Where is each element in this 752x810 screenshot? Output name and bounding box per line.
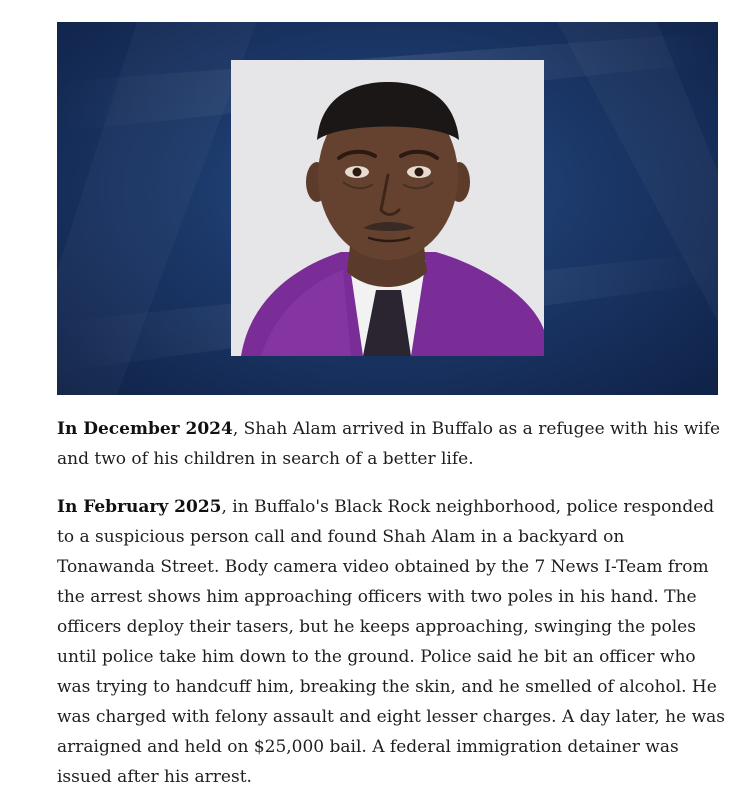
paragraph-lead-date: In December 2024 [57,419,233,439]
paragraph-text: , in Buffalo's Black Rock neighborhood, police responded to a suspicious person call and found Shah Alam in a backyard on Tonawanda Street. Body camera video obtained by the 7 News I-Team from the arrest shows him approaching officers with two poles in his hand. The officers deploy their tasers, but he keeps approaching, swinging the poles until police take him down to the ground. Police said he bit an officer who was trying to handcuff him, breaking the skin, and he smelled of alcohol. He was charged with felony assault and eight lesser charges. A day later, he was arraigned and held on $25,000 bail. A federal immigration detainer was issued after his arrest. [57,497,726,787]
paragraph-arrest [57,492,727,792]
paragraph-text: , Shah Alam arrived in Buffalo as a refugee with his wife and two of his children in search of a better life. [57,419,721,469]
paragraph-arrival [57,414,727,474]
person-portrait [231,60,544,356]
mugshot-photo [231,60,544,356]
article-body [57,414,727,810]
paragraph-lead-date: In February 2025 [57,497,222,517]
article-image [57,22,718,395]
